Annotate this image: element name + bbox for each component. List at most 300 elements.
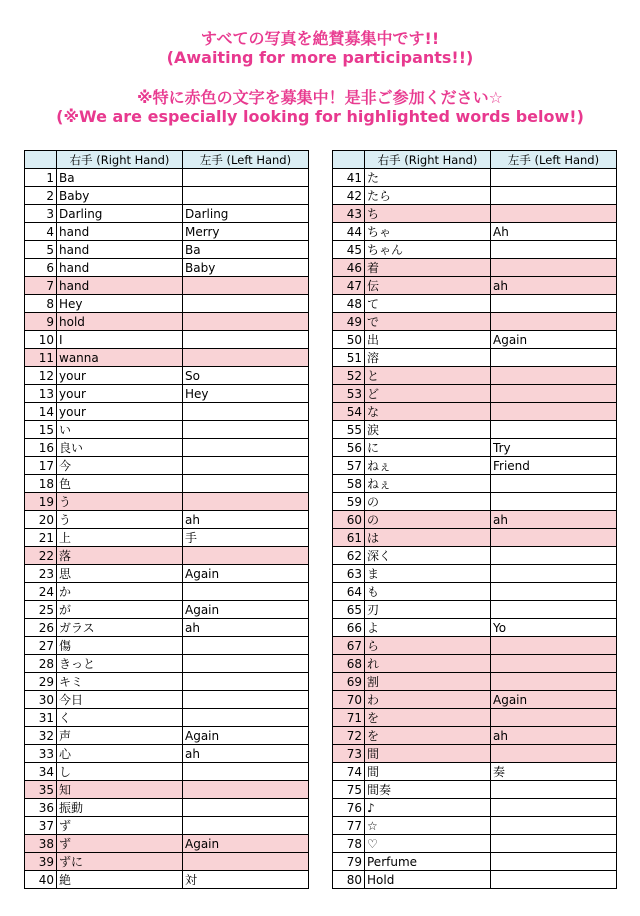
table-row [333, 223, 617, 241]
left-hand-word [183, 403, 309, 421]
row-number: 31 [25, 709, 57, 727]
row-number: 51 [333, 349, 365, 367]
table-row [333, 529, 617, 547]
row-number: 70 [333, 691, 365, 709]
column-header-left-hand: 左手 (Left Hand) [491, 151, 617, 169]
row-number: 67 [333, 637, 365, 655]
right-hand-word: hand [57, 241, 183, 259]
right-hand-word: の [365, 511, 491, 529]
right-hand-word: Hey [57, 295, 183, 313]
row-number: 10 [25, 331, 57, 349]
table-row [333, 205, 617, 223]
table-row [25, 601, 309, 619]
left-hand-word [183, 277, 309, 295]
row-number: 18 [25, 475, 57, 493]
left-hand-word: Friend [491, 457, 617, 475]
table-row [25, 421, 309, 439]
right-hand-word: う [57, 493, 183, 511]
left-hand-word [183, 313, 309, 331]
table-row [25, 349, 309, 367]
row-number: 22 [25, 547, 57, 565]
right-hand-word: よ [365, 619, 491, 637]
table-row [333, 403, 617, 421]
left-hand-word [491, 259, 617, 277]
right-hand-word: 深く [365, 547, 491, 565]
right-hand-word: 出 [365, 331, 491, 349]
row-number: 34 [25, 763, 57, 781]
table-header-row [333, 151, 617, 169]
row-number: 80 [333, 871, 365, 889]
left-hand-word [491, 547, 617, 565]
table-row [25, 331, 309, 349]
right-hand-word: hand [57, 277, 183, 295]
right-hand-word: I [57, 331, 183, 349]
table-row [25, 475, 309, 493]
row-number: 39 [25, 853, 57, 871]
right-hand-word: your [57, 403, 183, 421]
left-hand-word [183, 781, 309, 799]
column-header-number [333, 151, 365, 169]
headline-jp-1: すべての写真を絶賛募集中です!! [200, 29, 440, 48]
column-header-right-hand: 右手 (Right Hand) [365, 151, 491, 169]
left-hand-word [183, 457, 309, 475]
row-number: 30 [25, 691, 57, 709]
row-number: 46 [333, 259, 365, 277]
table-row [25, 637, 309, 655]
table-row [333, 547, 617, 565]
row-number: 44 [333, 223, 365, 241]
row-number: 60 [333, 511, 365, 529]
column-header-left-hand: 左手 (Left Hand) [183, 151, 309, 169]
right-hand-word: が [57, 601, 183, 619]
row-number: 68 [333, 655, 365, 673]
word-table-right [332, 150, 617, 889]
table-row [25, 277, 309, 295]
table-header-row [25, 151, 309, 169]
left-hand-word [183, 169, 309, 187]
left-hand-word [491, 241, 617, 259]
table-row [333, 763, 617, 781]
table-row [25, 457, 309, 475]
left-hand-word [183, 691, 309, 709]
headline-en-2: (※We are especially looking for highlighted words below!) [56, 107, 584, 126]
headline-jp-2: ※特に赤色の文字を募集中！是非ご参加ください☆ [137, 88, 503, 107]
table-row [333, 385, 617, 403]
row-number: 53 [333, 385, 365, 403]
right-hand-word: 知 [57, 781, 183, 799]
left-hand-word: Ah [491, 223, 617, 241]
left-hand-word [491, 565, 617, 583]
row-number: 54 [333, 403, 365, 421]
row-number: 19 [25, 493, 57, 511]
right-hand-word: う [57, 511, 183, 529]
left-hand-word [491, 745, 617, 763]
left-hand-word: Again [491, 331, 617, 349]
row-number: 69 [333, 673, 365, 691]
table-row [25, 673, 309, 691]
right-hand-word: hand [57, 259, 183, 277]
row-number: 58 [333, 475, 365, 493]
table-row [333, 511, 617, 529]
column-header-number [25, 151, 57, 169]
row-number: 36 [25, 799, 57, 817]
right-hand-word: ちゃ [365, 223, 491, 241]
right-hand-word: 割 [365, 673, 491, 691]
column-header-right-hand: 右手 (Right Hand) [57, 151, 183, 169]
left-hand-word: ah [183, 745, 309, 763]
right-hand-word: your [57, 385, 183, 403]
left-hand-word [183, 817, 309, 835]
left-hand-word [491, 169, 617, 187]
right-hand-word: ず [57, 817, 183, 835]
left-hand-word [183, 349, 309, 367]
row-number: 64 [333, 583, 365, 601]
right-hand-word: と [365, 367, 491, 385]
right-hand-word: 今日 [57, 691, 183, 709]
table-row [25, 763, 309, 781]
table-row [25, 223, 309, 241]
table-row [25, 493, 309, 511]
table-row [333, 817, 617, 835]
table-row [25, 853, 309, 871]
row-number: 7 [25, 277, 57, 295]
right-hand-word: は [365, 529, 491, 547]
left-hand-word [491, 835, 617, 853]
right-hand-word: で [365, 313, 491, 331]
left-hand-word [491, 673, 617, 691]
table-row [333, 835, 617, 853]
row-number: 49 [333, 313, 365, 331]
row-number: 40 [25, 871, 57, 889]
table-row [25, 817, 309, 835]
row-number: 2 [25, 187, 57, 205]
word-table-left [24, 150, 309, 889]
table-row [333, 367, 617, 385]
table-row [25, 799, 309, 817]
table-row [25, 187, 309, 205]
row-number: 17 [25, 457, 57, 475]
table-row [333, 331, 617, 349]
table-row [333, 691, 617, 709]
left-hand-word: Merry [183, 223, 309, 241]
table-row [333, 277, 617, 295]
right-hand-word: your [57, 367, 183, 385]
table-row [333, 313, 617, 331]
left-hand-word: ah [491, 277, 617, 295]
left-hand-word [491, 781, 617, 799]
row-number: 37 [25, 817, 57, 835]
row-number: 6 [25, 259, 57, 277]
row-number: 55 [333, 421, 365, 439]
table-row [333, 169, 617, 187]
row-number: 25 [25, 601, 57, 619]
left-hand-word [491, 871, 617, 889]
left-hand-word: ah [183, 619, 309, 637]
table-row [25, 745, 309, 763]
left-hand-word [491, 475, 617, 493]
table-row [333, 799, 617, 817]
row-number: 38 [25, 835, 57, 853]
table-row [333, 295, 617, 313]
left-hand-word [183, 547, 309, 565]
left-hand-word [491, 799, 617, 817]
table-row [333, 583, 617, 601]
table-row [333, 493, 617, 511]
row-number: 59 [333, 493, 365, 511]
row-number: 57 [333, 457, 365, 475]
row-number: 9 [25, 313, 57, 331]
table-row [25, 709, 309, 727]
row-number: 71 [333, 709, 365, 727]
table-row [333, 601, 617, 619]
row-number: 33 [25, 745, 57, 763]
right-hand-word: ら [365, 637, 491, 655]
table-row [333, 853, 617, 871]
table-row [25, 655, 309, 673]
row-number: 78 [333, 835, 365, 853]
row-number: 13 [25, 385, 57, 403]
right-hand-word: に [365, 439, 491, 457]
right-hand-word: か [57, 583, 183, 601]
table-row [25, 619, 309, 637]
row-number: 45 [333, 241, 365, 259]
left-hand-word [183, 799, 309, 817]
right-hand-word: きっと [57, 655, 183, 673]
table-row [25, 259, 309, 277]
left-hand-word: ah [183, 511, 309, 529]
left-hand-word: Baby [183, 259, 309, 277]
right-hand-word: 振動 [57, 799, 183, 817]
row-number: 66 [333, 619, 365, 637]
right-hand-word: た [365, 169, 491, 187]
row-number: 65 [333, 601, 365, 619]
right-hand-word: Baby [57, 187, 183, 205]
left-hand-word [491, 313, 617, 331]
table-row [25, 403, 309, 421]
table-row [333, 439, 617, 457]
left-hand-word [491, 655, 617, 673]
left-hand-word: Again [491, 691, 617, 709]
row-number: 5 [25, 241, 57, 259]
left-hand-word: 対 [183, 871, 309, 889]
left-hand-word [183, 475, 309, 493]
row-number: 3 [25, 205, 57, 223]
row-number: 1 [25, 169, 57, 187]
right-hand-word: 心 [57, 745, 183, 763]
right-hand-word: Perfume [365, 853, 491, 871]
table-row [333, 709, 617, 727]
left-hand-word [491, 349, 617, 367]
right-hand-word: ず [57, 835, 183, 853]
table-row [25, 313, 309, 331]
left-hand-word [491, 601, 617, 619]
table-row [333, 241, 617, 259]
right-hand-word: 声 [57, 727, 183, 745]
right-hand-word: wanna [57, 349, 183, 367]
left-hand-word: Try [491, 439, 617, 457]
right-hand-word: 間奏 [365, 781, 491, 799]
left-hand-word: Again [183, 601, 309, 619]
left-hand-word [491, 493, 617, 511]
right-hand-word: 間 [365, 763, 491, 781]
left-hand-word [491, 403, 617, 421]
right-hand-word: て [365, 295, 491, 313]
row-number: 41 [333, 169, 365, 187]
left-hand-word [183, 655, 309, 673]
left-hand-word [491, 529, 617, 547]
table-row [333, 421, 617, 439]
table-row [25, 241, 309, 259]
left-hand-word [491, 421, 617, 439]
left-hand-word [183, 673, 309, 691]
row-number: 61 [333, 529, 365, 547]
table-row [25, 205, 309, 223]
right-hand-word: 良い [57, 439, 183, 457]
left-hand-word [183, 583, 309, 601]
row-number: 4 [25, 223, 57, 241]
right-hand-word: ちゃん [365, 241, 491, 259]
table-row [25, 295, 309, 313]
row-number: 26 [25, 619, 57, 637]
left-hand-word [491, 637, 617, 655]
table-row [25, 835, 309, 853]
table-row [333, 565, 617, 583]
left-hand-word [183, 709, 309, 727]
row-number: 29 [25, 673, 57, 691]
row-number: 79 [333, 853, 365, 871]
right-hand-word: ま [365, 565, 491, 583]
right-hand-word: 間 [365, 745, 491, 763]
row-number: 50 [333, 331, 365, 349]
table-row [25, 511, 309, 529]
table-row [333, 349, 617, 367]
right-hand-word: ち [365, 205, 491, 223]
right-hand-word: 着 [365, 259, 491, 277]
table-row [333, 457, 617, 475]
row-number: 75 [333, 781, 365, 799]
left-hand-word [183, 637, 309, 655]
left-hand-word: Again [183, 727, 309, 745]
right-hand-word: キミ [57, 673, 183, 691]
table-row [333, 619, 617, 637]
table-row [333, 727, 617, 745]
right-hand-word: く [57, 709, 183, 727]
right-hand-word: ずに [57, 853, 183, 871]
table-row [25, 691, 309, 709]
right-hand-word: 落 [57, 547, 183, 565]
row-number: 62 [333, 547, 365, 565]
left-hand-word [183, 763, 309, 781]
right-hand-word: Hold [365, 871, 491, 889]
right-hand-word: れ [365, 655, 491, 673]
left-hand-word [183, 493, 309, 511]
left-hand-word [183, 187, 309, 205]
left-hand-word [491, 817, 617, 835]
table-row [25, 169, 309, 187]
row-number: 15 [25, 421, 57, 439]
row-number: 24 [25, 583, 57, 601]
table-row [333, 745, 617, 763]
table-row [25, 439, 309, 457]
left-hand-word [491, 709, 617, 727]
row-number: 12 [25, 367, 57, 385]
row-number: 8 [25, 295, 57, 313]
right-hand-word: ガラス [57, 619, 183, 637]
left-hand-word [491, 205, 617, 223]
left-hand-word [491, 385, 617, 403]
right-hand-word: 上 [57, 529, 183, 547]
row-number: 72 [333, 727, 365, 745]
table-row [333, 655, 617, 673]
left-hand-word: Ba [183, 241, 309, 259]
table-row [333, 475, 617, 493]
row-number: 52 [333, 367, 365, 385]
table-row [333, 187, 617, 205]
left-hand-word: 奏 [491, 763, 617, 781]
left-hand-word: So [183, 367, 309, 385]
left-hand-word: Again [183, 835, 309, 853]
left-hand-word [491, 367, 617, 385]
right-hand-word: 思 [57, 565, 183, 583]
right-hand-word: 今 [57, 457, 183, 475]
table-row [333, 637, 617, 655]
right-hand-word: わ [365, 691, 491, 709]
row-number: 14 [25, 403, 57, 421]
right-hand-word: も [365, 583, 491, 601]
row-number: 28 [25, 655, 57, 673]
right-hand-word: な [365, 403, 491, 421]
row-number: 76 [333, 799, 365, 817]
table-row [25, 529, 309, 547]
right-hand-word: 刃 [365, 601, 491, 619]
table-row [25, 781, 309, 799]
row-number: 21 [25, 529, 57, 547]
right-hand-word: 伝 [365, 277, 491, 295]
table-row [25, 385, 309, 403]
left-hand-word: Hey [183, 385, 309, 403]
row-number: 32 [25, 727, 57, 745]
right-hand-word: 色 [57, 475, 183, 493]
left-hand-word: 手 [183, 529, 309, 547]
right-hand-word: ☆ [365, 817, 491, 835]
row-number: 56 [333, 439, 365, 457]
right-hand-word: 傷 [57, 637, 183, 655]
left-hand-word: ah [491, 511, 617, 529]
row-number: 47 [333, 277, 365, 295]
right-hand-word: い [57, 421, 183, 439]
right-hand-word: 涙 [365, 421, 491, 439]
left-hand-word [183, 439, 309, 457]
table-row [333, 673, 617, 691]
row-number: 11 [25, 349, 57, 367]
right-hand-word: たら [365, 187, 491, 205]
right-hand-word: 溶 [365, 349, 491, 367]
row-number: 27 [25, 637, 57, 655]
table-row [25, 547, 309, 565]
table-row [25, 727, 309, 745]
left-hand-word [491, 853, 617, 871]
row-number: 20 [25, 511, 57, 529]
row-number: 74 [333, 763, 365, 781]
left-hand-word [183, 421, 309, 439]
right-hand-word: ねぇ [365, 457, 491, 475]
row-number: 35 [25, 781, 57, 799]
right-hand-word: ♪ [365, 799, 491, 817]
left-hand-word [183, 331, 309, 349]
right-hand-word: Darling [57, 205, 183, 223]
right-hand-word: ねぇ [365, 475, 491, 493]
right-hand-word: Ba [57, 169, 183, 187]
